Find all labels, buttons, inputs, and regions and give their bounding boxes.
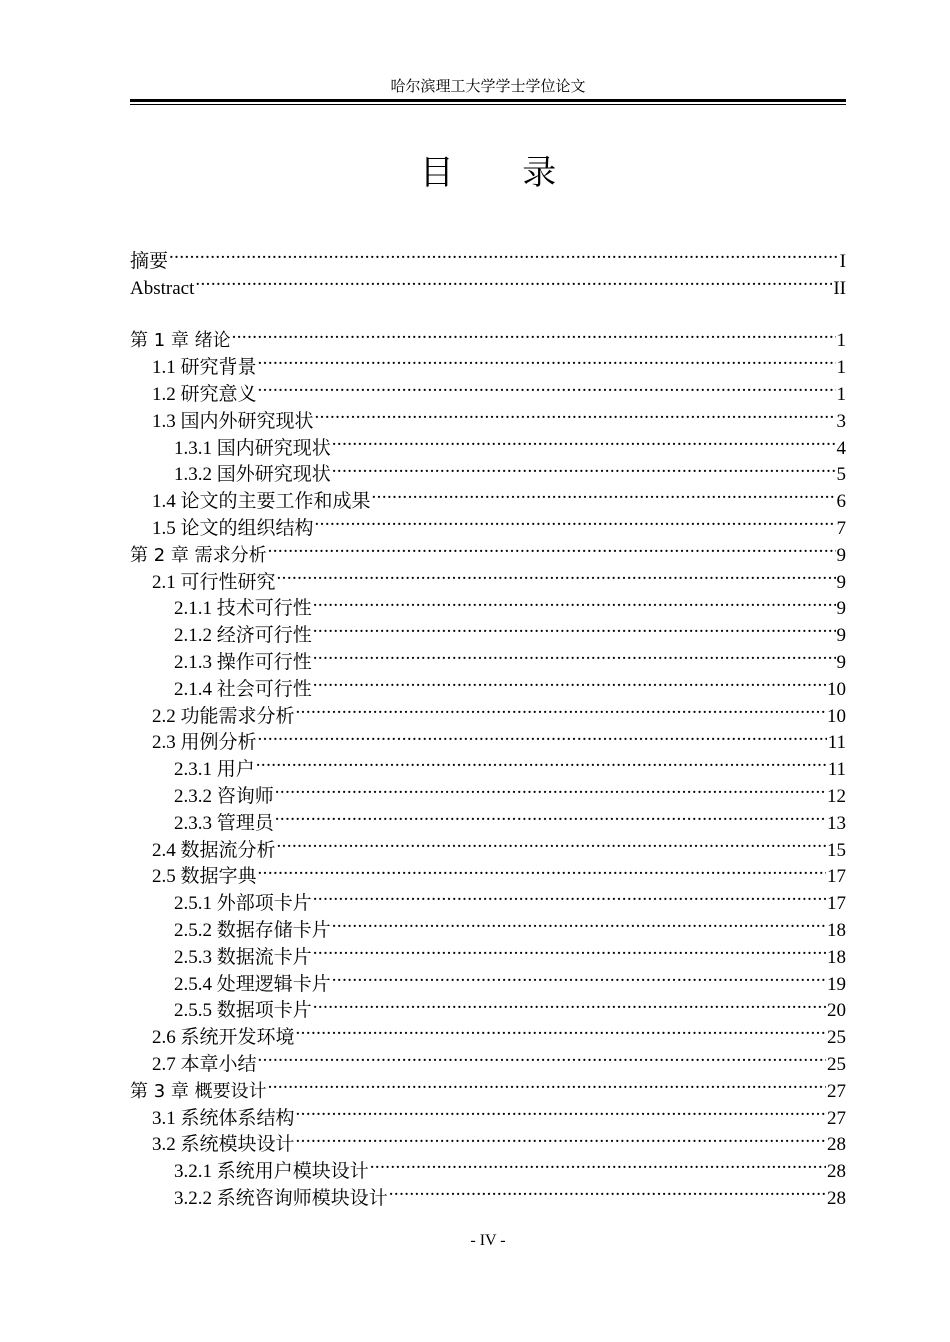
toc-entry-label: 第 1 章 绪论 [130,330,231,352]
toc-entry-label: 2.5 数据字典 [152,866,257,888]
toc-entry-label: 第 3 章 概要设计 [130,1080,267,1102]
page-number-footer: - IV - [470,1232,506,1249]
toc-entry-label: 2.5.1 外部项卡片 [174,893,312,915]
toc-leader-dots [369,1150,826,1177]
toc-entry-page: 28 [827,1187,846,1209]
toc-entry-page: 27 [827,1080,846,1102]
toc-entry-page: 11 [827,759,846,781]
toc-entry-page: 27 [827,1107,846,1129]
toc-leader-dots [257,373,836,400]
toc-entry-page: 28 [827,1161,846,1183]
toc-entry-label: 1.3.1 国内研究现状 [174,437,331,459]
toc-chapter-entry[interactable] [130,320,846,352]
toc-leader-dots [231,320,836,347]
toc-entry-page: 28 [827,1134,846,1156]
toc-entry-page: 4 [836,437,846,459]
toc-entry[interactable] [130,267,846,299]
toc-entry-page: 9 [836,598,846,620]
toc-entry-label: 2.3.2 咨询师 [174,785,274,807]
toc-entry-label: 1.5 论文的组织结构 [152,517,314,539]
toc-entry-label: Abstract [130,277,195,299]
toc-entry-page: 9 [836,625,846,647]
toc-entry-page: II [833,277,846,299]
toc-entry-page: 18 [827,946,846,968]
toc-entry-page: 9 [836,544,846,566]
toc-leader-dots [371,480,836,507]
page-title: 目 录 [419,155,587,192]
toc-entry-label: 1.3.2 国外研究现状 [174,464,331,486]
toc-leader-dots [168,240,839,267]
toc-entry-page: 17 [827,866,846,888]
toc-entry-page: 11 [827,732,846,754]
toc-leader-dots [314,507,836,534]
toc-entry-page: 1 [836,357,846,379]
toc-entry-page: 1 [836,383,846,405]
toc-entry-label: 2.1.2 经济可行性 [174,625,312,647]
toc-entry-label: 2.6 系统开发环境 [152,1027,295,1049]
toc-entry-label: 2.5.4 处理逻辑卡片 [174,973,331,995]
toc-entry-label: 2.5.5 数据项卡片 [174,1000,312,1022]
toc-entry-page: 5 [836,464,846,486]
toc-entry-page: 1 [836,330,846,352]
toc-entry-page: 18 [827,919,846,941]
toc-leader-dots [312,641,836,668]
toc-entry-label: 2.5.2 数据存储卡片 [174,919,331,941]
toc-leader-dots [295,695,826,722]
toc-entry-page: 10 [827,705,846,727]
toc-entry-page: 10 [827,678,846,700]
toc-entry-label: 3.2.1 系统用户模块设计 [174,1161,369,1183]
toc-leader-dots [331,427,836,454]
toc-leader-dots [295,1016,826,1043]
toc-leader-dots [267,1070,826,1097]
toc-leader-dots [312,936,826,963]
toc-entry-page: 6 [836,491,846,513]
toc-leader-dots [274,775,826,802]
toc-entry-label: 2.3 用例分析 [152,732,257,754]
toc-entry-label: 2.1.3 操作可行性 [174,651,312,673]
toc-leader-dots [257,1043,826,1070]
toc-entry-label: 2.3.3 管理员 [174,812,274,834]
toc-entry-label: 2.4 数据流分析 [152,839,276,861]
toc-entry-page: 13 [827,812,846,834]
toc-entry-label: 2.5.3 数据流卡片 [174,946,312,968]
toc-leader-dots [257,856,826,883]
toc-leader-dots [312,588,836,615]
toc-leader-dots [276,829,826,856]
toc-leader-dots [312,990,826,1017]
toc-entry-page: 9 [836,651,846,673]
toc-leader-dots [312,668,826,695]
toc-entry[interactable] [130,240,846,272]
toc-entry-page: 25 [827,1053,846,1075]
toc-entry-label: 3.2 系统模块设计 [152,1134,295,1156]
toc-entry-page: 15 [827,839,846,861]
toc-entry-label: 1.2 研究意义 [152,383,257,405]
toc-leader-dots [312,614,836,641]
toc-entry-page: 3 [836,410,846,432]
toc-entry-page: 25 [827,1027,846,1049]
toc-entry-page: 7 [836,517,846,539]
toc-entry-page: I [839,250,846,272]
toc-entry-label: 1.1 研究背景 [152,357,257,379]
toc-entry-label: 2.2 功能需求分析 [152,705,295,727]
toc-leader-dots [295,1124,826,1151]
toc-entry-label: 2.1 可行性研究 [152,571,276,593]
toc-leader-dots [274,802,826,829]
toc-leader-dots [312,882,826,909]
toc-entry-label: 2.1.4 社会可行性 [174,678,312,700]
toc-entry-label: 3.1 系统体系结构 [152,1107,295,1129]
toc-leader-dots [388,1177,826,1204]
toc-entry-page: 12 [827,785,846,807]
toc-section-entry[interactable] [130,346,846,379]
toc-entry-label: 2.7 本章小结 [152,1053,257,1075]
header-rule-thin [130,104,846,105]
toc-entry-label: 1.3 国内外研究现状 [152,410,314,432]
header-rule-thick [130,99,846,102]
toc-leader-dots [331,909,826,936]
toc-entry-page: 17 [827,893,846,915]
toc-entry-page: 9 [836,571,846,593]
toc-leader-dots [276,561,836,588]
toc-entry-page: 19 [827,973,846,995]
running-header: 哈尔滨理工大学学士学位论文 [390,79,586,95]
table-of-contents [130,240,846,1209]
toc-entry-page: 20 [827,1000,846,1022]
toc-leader-dots [295,1097,826,1124]
toc-entry-label: 3.2.2 系统咨询师模块设计 [174,1187,388,1209]
toc-leader-dots [257,722,827,749]
toc-leader-dots [314,400,836,427]
toc-entry-label: 摘要 [130,250,169,272]
toc-entry-label: 2.3.1 用户 [174,759,255,781]
toc-leader-dots [257,346,836,373]
toc-entry-label: 第 2 章 需求分析 [130,544,267,566]
toc-leader-dots [267,534,836,561]
toc-leader-dots [331,454,836,481]
toc-leader-dots [331,963,826,990]
toc-leader-dots [194,267,832,294]
toc-leader-dots [255,748,827,775]
toc-entry-label: 1.4 论文的主要工作和成果 [152,491,371,513]
toc-entry-label: 2.1.1 技术可行性 [174,598,312,620]
